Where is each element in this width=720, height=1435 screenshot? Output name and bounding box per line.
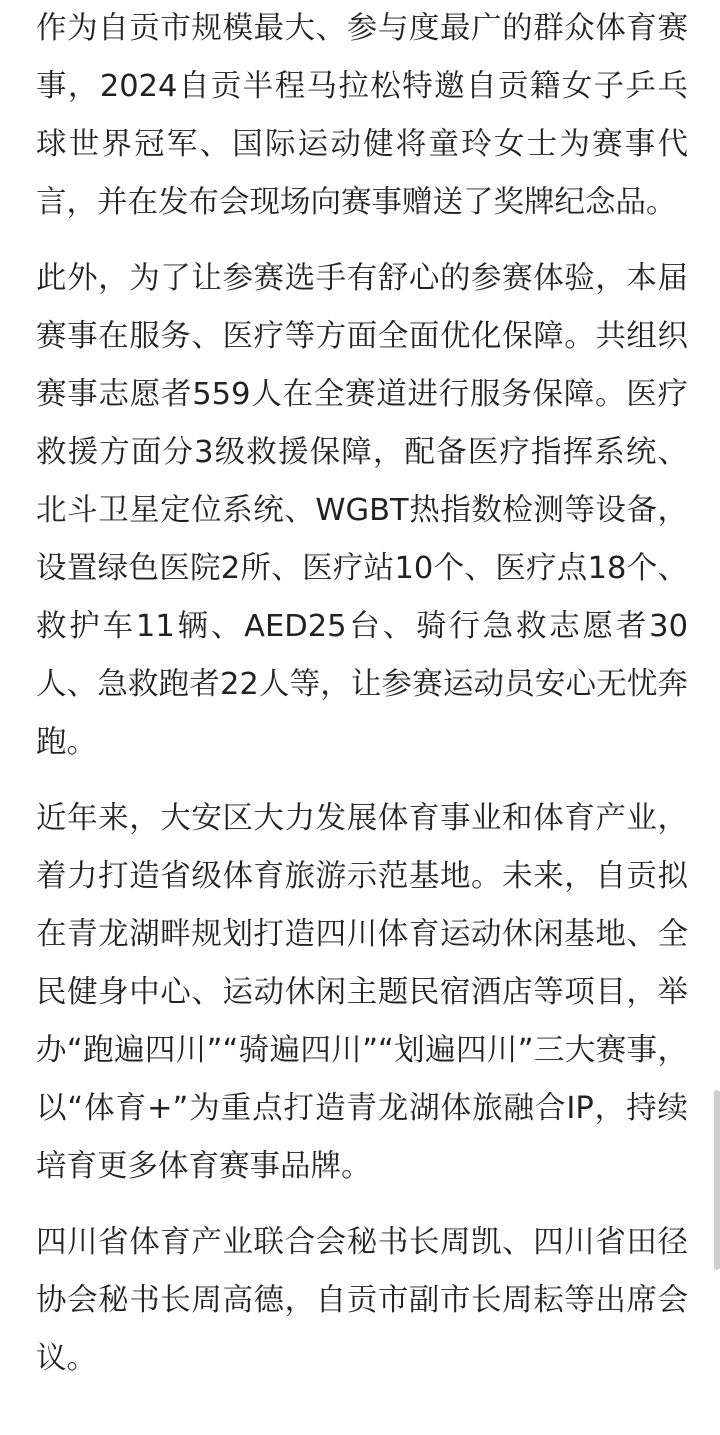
article-paragraph: 此外，为了让参赛选手有舒心的参赛体验，本届赛事在服务、医疗等方面全面优化保障。共组织赛事志愿者559人在全赛道进行服务保障。医疗救援方面分3级救援保障，配备医疗指挥系统、北斗卫星定位系统、WGBT热指数检测等设备，设置绿色医院2所、医疗站10个、医疗点18个、救护车11辆、AED25台、骑行急救志愿者30人、急救跑者22人等，让参赛运动员安心无忧奔跑。	[36, 261, 688, 760]
article-paragraph: 近年来，大安区大力发展体育事业和体育产业，着力打造省级体育旅游示范基地。未来，自贡拟在青龙湖畔规划打造四川体育运动休闲基地、全民健身中心、运动休闲主题民宿酒店等项目，举办“跑遍四川”“骑遍四川”“划遍四川”三大赛事，以“体育+”为重点打造青龙湖体旅融合IP，持续培育更多体育赛事品牌。	[36, 801, 688, 1184]
article-paragraph: 作为自贡市规模最大、参与度最广的群众体育赛事，2024自贡半程马拉松特邀自贡籍女子乒乓球世界冠军、国际运动健将童玲女士为赛事代言，并在发布会现场向赛事赠送了奖牌纪念品。	[36, 11, 688, 220]
article-paragraph: 四川省体育产业联合会秘书长周凯、四川省田径协会秘书长周高德，自贡市副市长周耘等出席会议。	[36, 1225, 688, 1376]
article-body	[36, 0, 688, 1406]
vertical-scrollbar[interactable]	[714, 1090, 720, 1270]
